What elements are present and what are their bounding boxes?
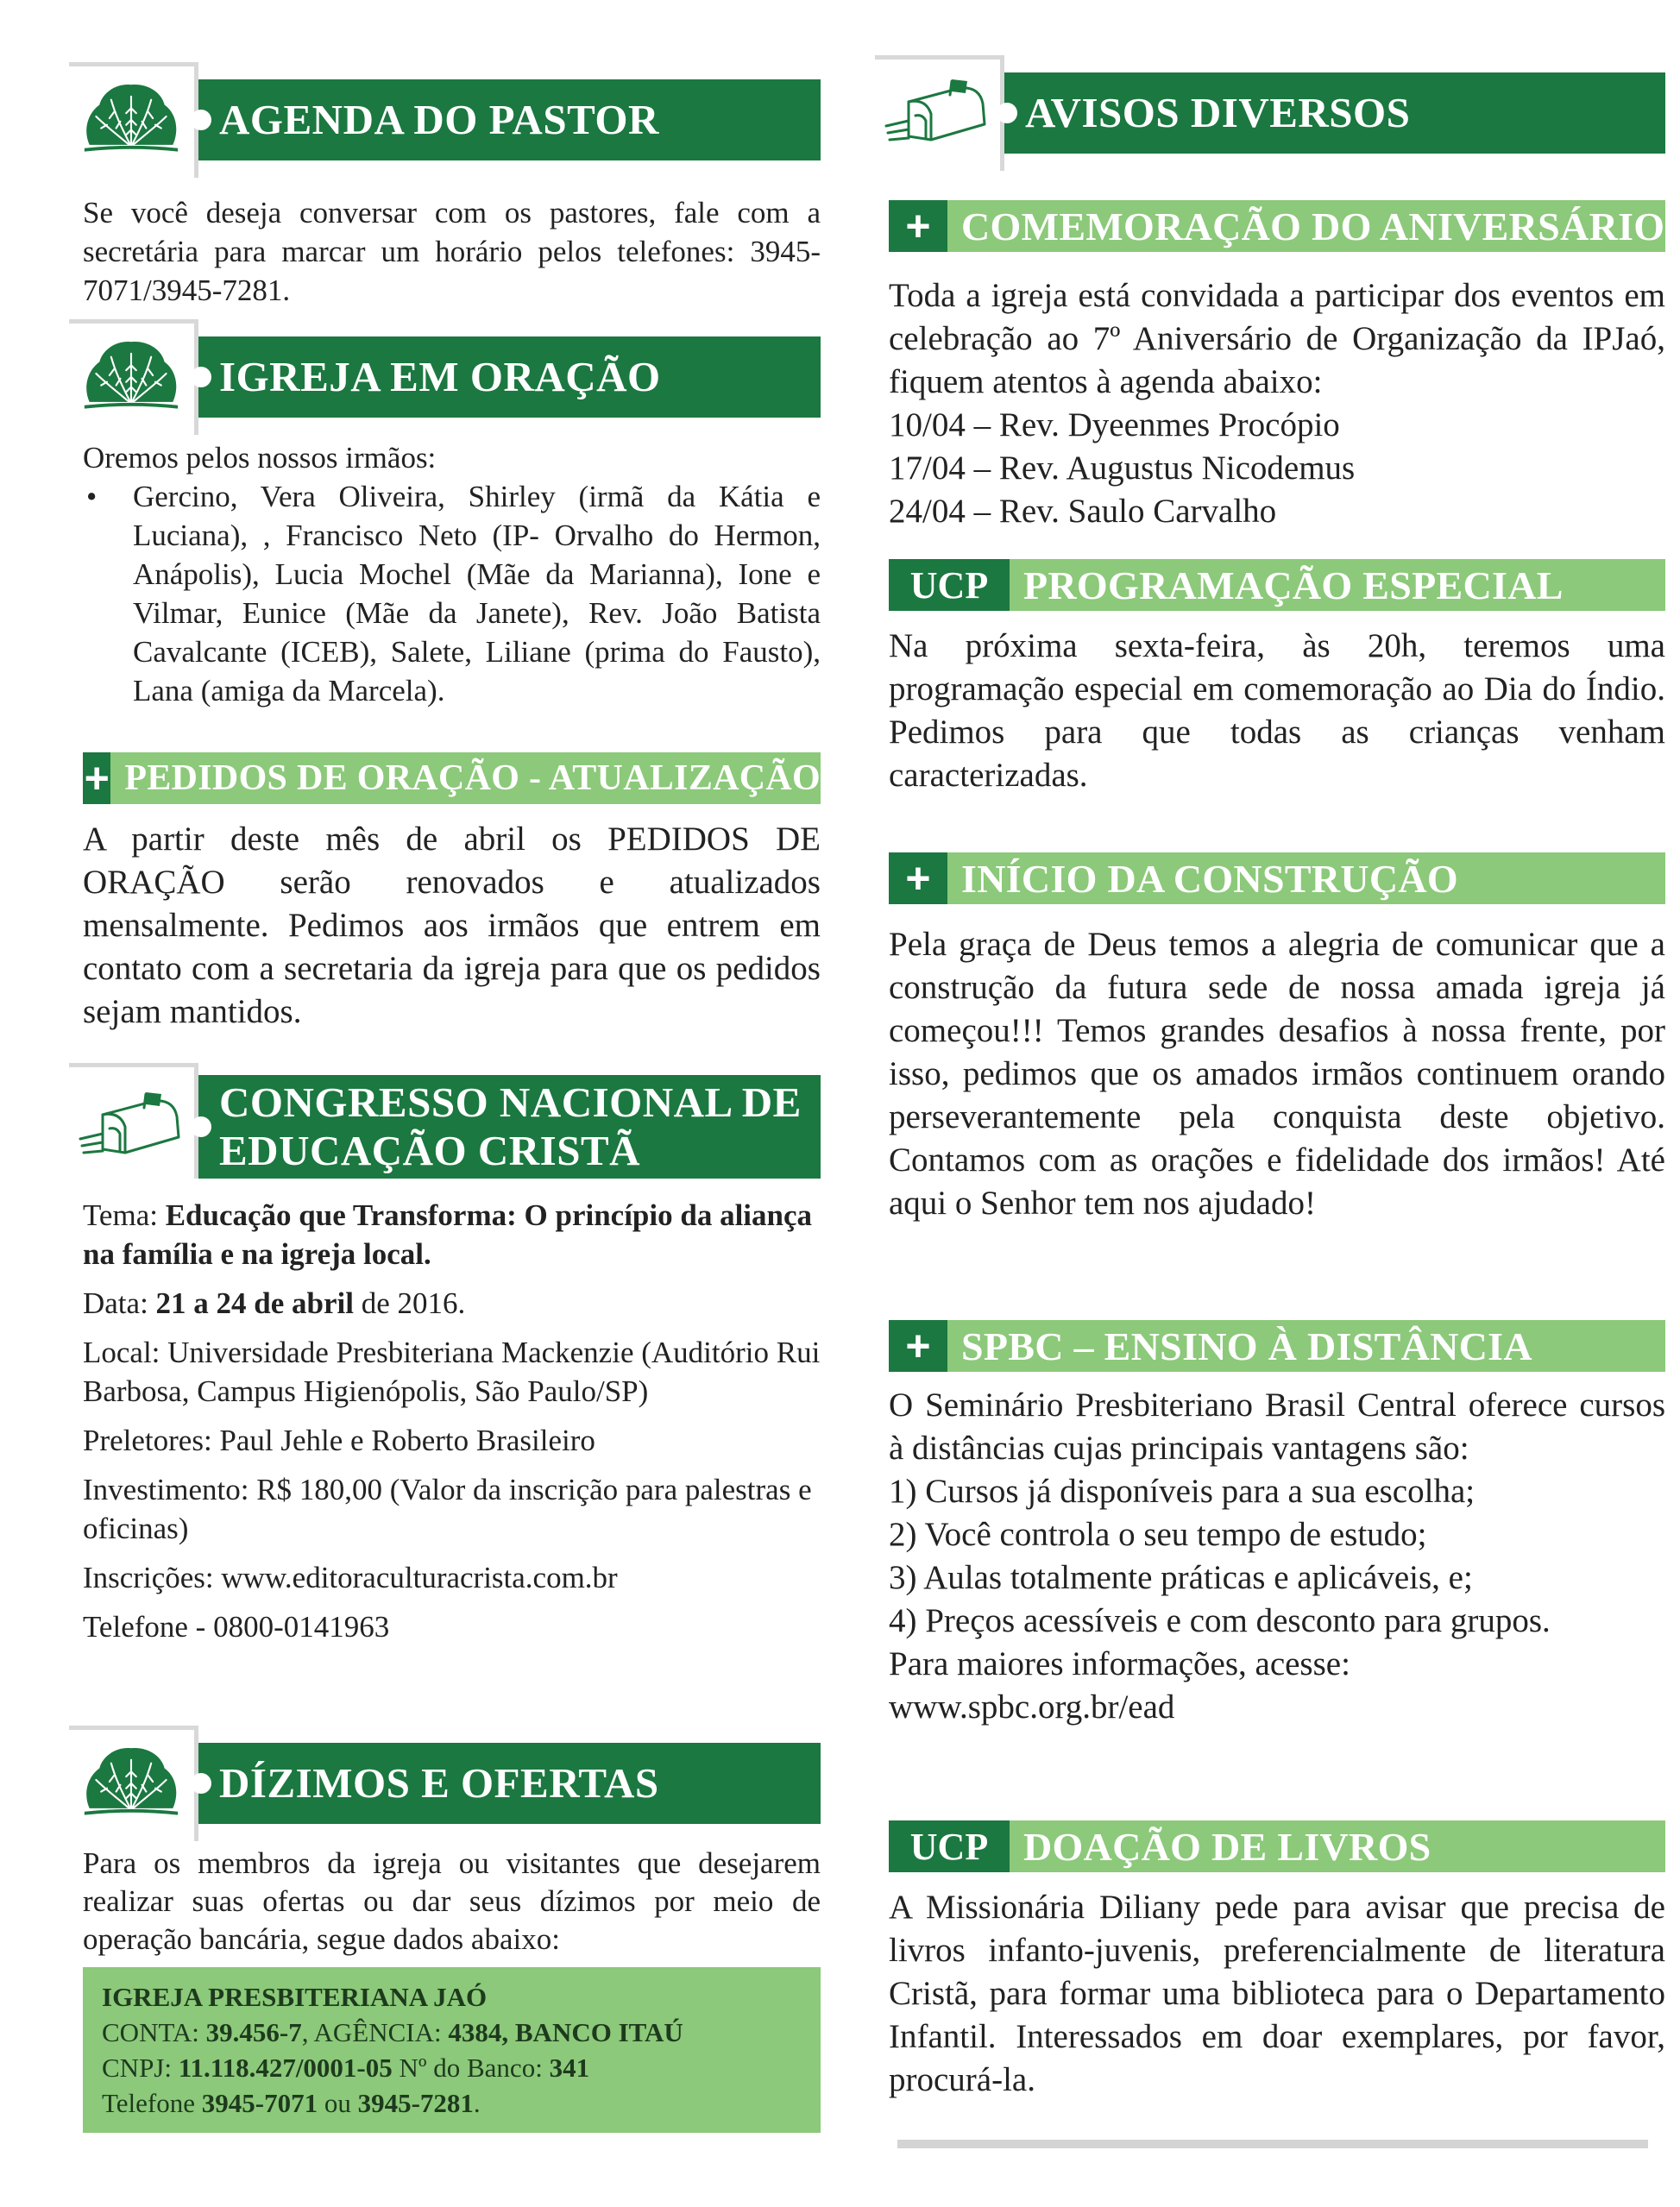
list-item: 2) Você controla o seu tempo de estudo; — [889, 1516, 1427, 1553]
subsection-header-construcao — [889, 852, 1665, 904]
prayer-list — [83, 477, 821, 710]
telefone: Telefone - 0800-0141963 — [83, 1610, 390, 1644]
bank-account: CONTA: 39.456-7, AGÊNCIA: 4384, BANCO ITAÚ — [102, 2017, 683, 2047]
livros-text: A Missionária Diliany pede para avisar que precisa de livros infanto-juvenis, preferencialmente de literatura Cristã, para formar uma biblioteca para o Departamento Infantil. Interessados em doar exemplares, por favor, procurá-la. — [889, 1889, 1665, 2098]
oracao-body — [83, 438, 821, 710]
plus-icon: + — [889, 200, 947, 252]
preletores: Preletores: Paul Jehle e Roberto Brasileiro — [83, 1424, 595, 1457]
section-title: IGREJA EM ORAÇÃO — [198, 336, 821, 418]
list-item: 4) Preços acessíveis e com desconto para grupos. — [889, 1602, 1551, 1639]
subsection-header-livros — [889, 1820, 1665, 1872]
section-header-agenda — [69, 62, 821, 178]
list-item: 10/04 – Rev. Dyeenmes Procópio — [889, 406, 1340, 443]
ucp-tag: UCP — [889, 559, 1010, 611]
bank-account-name: IGREJA PRESBITERIANA JAÓ — [102, 1982, 488, 2012]
inscricoes: Inscrições: www.editoraculturacrista.com.br — [83, 1561, 618, 1594]
aniversario-agenda — [889, 404, 1665, 533]
list-item: Para maiores informações, acesse: — [889, 1645, 1350, 1682]
plus-icon: + — [84, 754, 110, 802]
congresso-info — [83, 1196, 821, 1657]
construcao-text: Pela graça de Deus temos a alegria de comunicar que a construção da futura sede de nossa amada igreja já começou!!! Temos grandes desafios à nossa frente, por isso, pedimos que os amados irmãos continuem orando perseverantemente pela conquista deste objetivo. Contamos com as orações e fidelidade dos irmãos! Até aqui o Senhor tem nos ajudado! — [889, 926, 1665, 1222]
tema: Tema: Educação que Transforma: O princípio da aliança na família e na igreja local. — [83, 1198, 813, 1271]
bush-icon — [81, 335, 181, 414]
data: Data: 21 a 24 de abril de 2016. — [83, 1286, 466, 1320]
dizimos-text: Para os membros da igreja ou visitantes que desejarem realizar suas ofertas ou dar seus dízimos por meio de operação bancária, segue dados abaixo: — [83, 1846, 821, 1956]
agenda-text: Se você deseja conversar com os pastores, fale com a secretária para marcar um horário pelos telefones: 3945-7071/3945-7281. — [83, 196, 821, 307]
aniversario-body — [889, 274, 1665, 533]
bank-cnpj: CNPJ: 11.118.427/0001-05 Nº do Banco: 341 — [102, 2053, 590, 2083]
programacao-text: Na próxima sexta-feira, às 20h, teremos uma programação especial em comemoração ao Dia do Índio. Pedimos para que todas as crianças venham caracterizadas. — [889, 627, 1665, 794]
subsection-title: DOAÇÃO DE LIVROS — [1023, 1824, 1431, 1869]
spbc-body — [889, 1384, 1665, 1729]
bank-details — [83, 1967, 821, 2133]
spbc-link: www.spbc.org.br/ead — [889, 1688, 1175, 1726]
investimento: Investimento: R$ 180,00 (Valor da inscrição para palestras e oficinas) — [83, 1473, 812, 1545]
ucp-tag: UCP — [889, 1820, 1010, 1872]
subsection-header-spbc — [889, 1320, 1665, 1372]
subsection-title: PROGRAMAÇÃO ESPECIAL — [1023, 563, 1564, 607]
subsection-title: PEDIDOS DE ORAÇÃO - ATUALIZAÇÃO — [124, 758, 821, 798]
subsection-title: SPBC – ENSINO À DISTÂNCIA — [961, 1324, 1532, 1368]
bush-icon — [81, 1741, 181, 1820]
subsection-header-aniversario — [889, 200, 1665, 252]
section-title: AGENDA DO PASTOR — [198, 79, 821, 160]
plus-icon: + — [889, 1320, 947, 1372]
list-item: • Gercino, Vera Oliveira, Shirley (irmã da Kátia e Luciana), , Francisco Neto (IP- Orvalho do Hermon, Anápolis), Lucia Mochel (Mãe da Marianna), Ione e Vilmar, Eunice (Mãe da Janete), Rev. João Batista Cavalcante (ICEB), Salete, Liliane (prima do Fausto), Lana (amiga da Marcela). — [133, 477, 821, 710]
subsection-title: INÍCIO DA CONSTRUÇÃO — [961, 856, 1458, 901]
subsection-header-programacao — [889, 559, 1665, 611]
list-item: 3) Aulas totalmente práticas e aplicáveis, e; — [889, 1559, 1473, 1596]
list-item: 24/04 – Rev. Saulo Carvalho — [889, 493, 1277, 530]
list-item: 17/04 – Rev. Augustus Nicodemus — [889, 450, 1356, 487]
section-title: DÍZIMOS E OFERTAS — [198, 1743, 821, 1824]
section-header-oracao — [69, 319, 821, 435]
spbc-text: O Seminário Presbiteriano Brasil Central oferece cursos à distâncias cujas principais vantagens são: — [889, 1386, 1665, 1467]
section-title: CONGRESSO NACIONAL DE EDUCAÇÃO CRISTÃ — [198, 1075, 821, 1179]
section-title: AVISOS DIVERSOS — [1004, 72, 1665, 154]
mailbox-icon — [882, 76, 996, 145]
subsection-header-pedidos — [83, 752, 821, 804]
oracao-intro: Oremos pelos nossos irmãos: — [83, 441, 437, 475]
pedidos-text: A partir deste mês de abril os PEDIDOS DE ORAÇÃO serão renovados e atualizados mensalmente. Pedimos aos irmãos que entrem em contato com a secretaria da igreja para que os pedidos sejam mantidos. — [83, 821, 821, 1030]
bank-phone: Telefone 3945-7071 ou 3945-7281. — [102, 2088, 481, 2118]
list-item: 1) Cursos já disponíveis para a sua escolha; — [889, 1473, 1476, 1510]
bottom-divider — [897, 2140, 1648, 2148]
section-header-congresso — [69, 1063, 821, 1179]
spbc-list — [889, 1470, 1665, 1729]
section-header-dizimos — [69, 1726, 821, 1841]
subsection-title: COMEMORAÇÃO DO ANIVERSÁRIO — [961, 204, 1665, 248]
local: Local: Universidade Presbiteriana Mackenzie (Auditório Rui Barbosa, Campus Higienópolis, São Paulo/SP) — [83, 1336, 821, 1408]
aniversario-text: Toda a igreja está convidada a participar dos eventos em celebração ao 7º Aniversário de Organização da IPJaó, fiquem atentos à agenda abaixo: — [889, 277, 1665, 400]
plus-icon: + — [889, 852, 947, 904]
mailbox-icon — [76, 1089, 190, 1158]
section-header-avisos — [875, 55, 1665, 171]
bush-icon — [81, 78, 181, 157]
